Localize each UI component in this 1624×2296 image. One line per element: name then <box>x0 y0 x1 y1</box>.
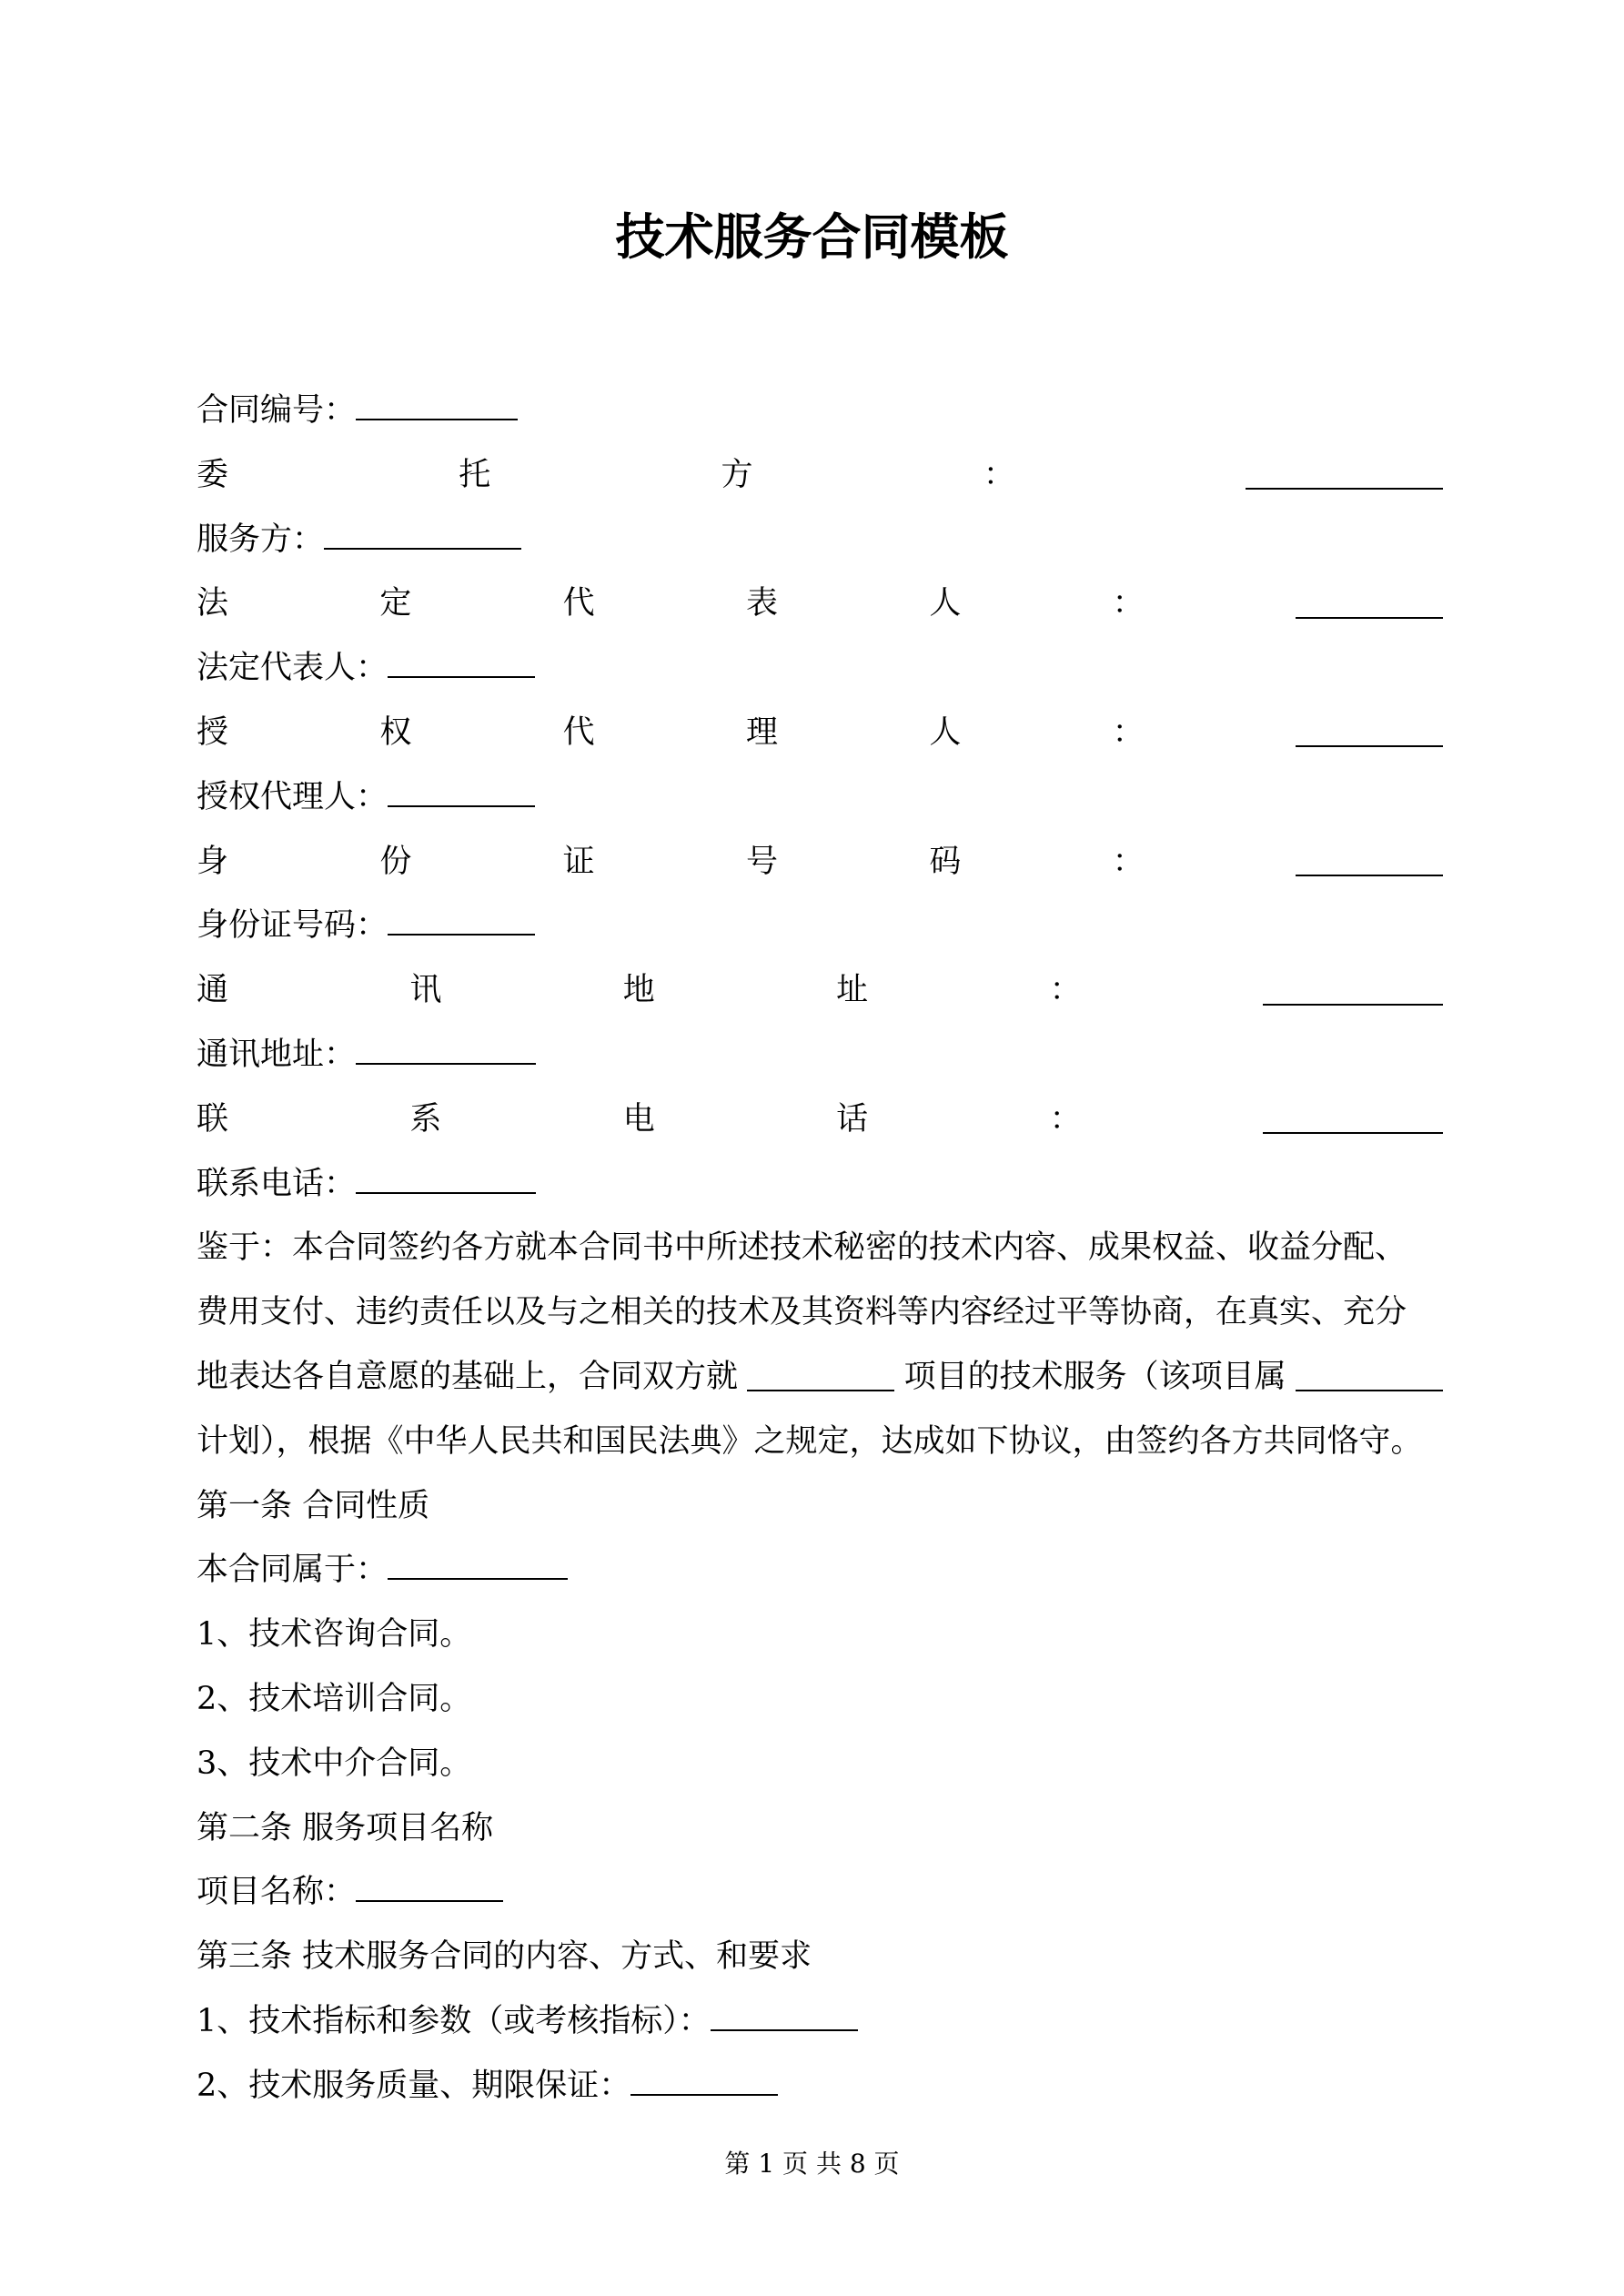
label: 2、技术服务质量、期限保证： <box>197 2067 631 2104</box>
preamble-line: 费用支付、违约责任以及与之相关的技术及其资料等内容经过平等协商，在真实、充分 <box>197 1294 1407 1331</box>
agent-spread-line <box>197 701 1443 765</box>
label: 1、技术指标和参数（或考核指标）： <box>197 2002 711 2039</box>
page-number: 第 1 页 共 8 页 <box>724 2149 900 2179</box>
article-heading: 第一条 合同性质 <box>197 1487 430 1524</box>
blank <box>1296 718 1443 747</box>
document-body <box>197 379 1443 2119</box>
preamble-line: 计划），根据《中华人民共和国民法典》之规定，达成如下协议，由签约各方共同恪守。 <box>197 1422 1423 1460</box>
belongs-line <box>197 1538 1443 1603</box>
blank <box>1263 1105 1443 1134</box>
char: 法 <box>197 585 229 622</box>
blank <box>1246 460 1443 490</box>
article-heading: 第二条 服务项目名称 <box>197 1809 494 1846</box>
project-name-line <box>197 1860 1443 1925</box>
char: 码 <box>929 843 962 880</box>
preamble-line: 鉴于：本合同签约各方就本合同书中所述技术秘密的技术内容、成果权益、收益分配、 <box>197 1229 1407 1267</box>
id-line <box>197 894 1443 958</box>
char: 联 <box>197 1100 229 1138</box>
char: ： <box>1049 972 1082 1009</box>
list-item <box>197 1989 1443 2054</box>
char: 电 <box>622 1100 655 1138</box>
blank <box>711 2002 858 2031</box>
blank <box>388 1551 568 1580</box>
address-line <box>197 1023 1443 1087</box>
char: 代 <box>562 713 595 751</box>
blank <box>388 649 535 678</box>
char: 份 <box>379 843 412 880</box>
label: 合同编号： <box>197 392 357 429</box>
blank <box>747 1362 894 1391</box>
phone-spread-line <box>197 1087 1443 1152</box>
char: 托 <box>459 456 491 493</box>
label: 通讯地址： <box>197 1036 357 1073</box>
label: 项目名称： <box>197 1874 357 1911</box>
provider-line <box>197 508 1443 572</box>
address-spread-line <box>197 958 1443 1023</box>
char: 表 <box>745 585 778 622</box>
contract-no-line <box>197 379 1443 443</box>
list-item: 2、技术培训合同。 <box>197 1680 472 1717</box>
char: 人 <box>929 713 962 751</box>
preamble-line <box>197 1345 1443 1410</box>
char: 授 <box>197 713 229 751</box>
char: ： <box>1112 843 1145 880</box>
char: 址 <box>836 972 869 1009</box>
label: 法定代表人： <box>197 650 388 687</box>
label: 联系电话： <box>197 1165 357 1202</box>
blank <box>388 906 535 936</box>
blank <box>388 778 535 807</box>
blank <box>1296 1362 1443 1391</box>
legal-rep-line <box>197 636 1443 701</box>
list-item: 1、技术咨询合同。 <box>197 1616 472 1654</box>
char: 委 <box>197 456 229 493</box>
char: 系 <box>409 1100 442 1138</box>
label: 身份证号码： <box>197 907 388 945</box>
char: ： <box>1112 585 1145 622</box>
char: 方 <box>721 456 753 493</box>
label: 服务方： <box>197 521 325 558</box>
char: ： <box>1049 1100 1082 1138</box>
char: ： <box>1112 713 1145 751</box>
blank <box>356 1036 536 1065</box>
client-line <box>197 443 1443 508</box>
blank <box>1263 976 1443 1006</box>
document-title: 技术服务合同模板 <box>615 207 1009 266</box>
char: 身 <box>197 843 229 880</box>
id-spread-line <box>197 830 1443 895</box>
blank <box>356 391 518 420</box>
text: 项目的技术服务（该项目属 <box>903 1358 1286 1395</box>
blank <box>324 521 521 550</box>
char: 理 <box>745 713 778 751</box>
phone-line <box>197 1152 1443 1217</box>
blank <box>356 1165 536 1194</box>
list-item: 3、技术中介合同。 <box>197 1745 472 1782</box>
char: 通 <box>197 972 229 1009</box>
agent-line <box>197 765 1443 830</box>
text: 地表达各自意愿的基础上，合同双方就 <box>197 1358 739 1395</box>
blank <box>630 2067 778 2096</box>
char: 人 <box>929 585 962 622</box>
char: 定 <box>379 585 412 622</box>
blank <box>1296 590 1443 619</box>
list-item <box>197 2054 1443 2119</box>
char: 地 <box>622 972 655 1009</box>
legal-rep-spread-line <box>197 571 1443 636</box>
char: 证 <box>562 843 595 880</box>
char: 权 <box>379 713 412 751</box>
label: 授权代理人： <box>197 778 388 815</box>
char: 讯 <box>409 972 442 1009</box>
blank <box>1296 847 1443 876</box>
article-heading: 第三条 技术服务合同的内容、方式、和要求 <box>197 1938 812 1976</box>
char: 话 <box>836 1100 869 1138</box>
char: ： <box>983 456 1015 493</box>
char: 代 <box>562 585 595 622</box>
blank <box>356 1873 503 1902</box>
char: 号 <box>745 843 778 880</box>
label: 本合同属于： <box>197 1552 388 1589</box>
